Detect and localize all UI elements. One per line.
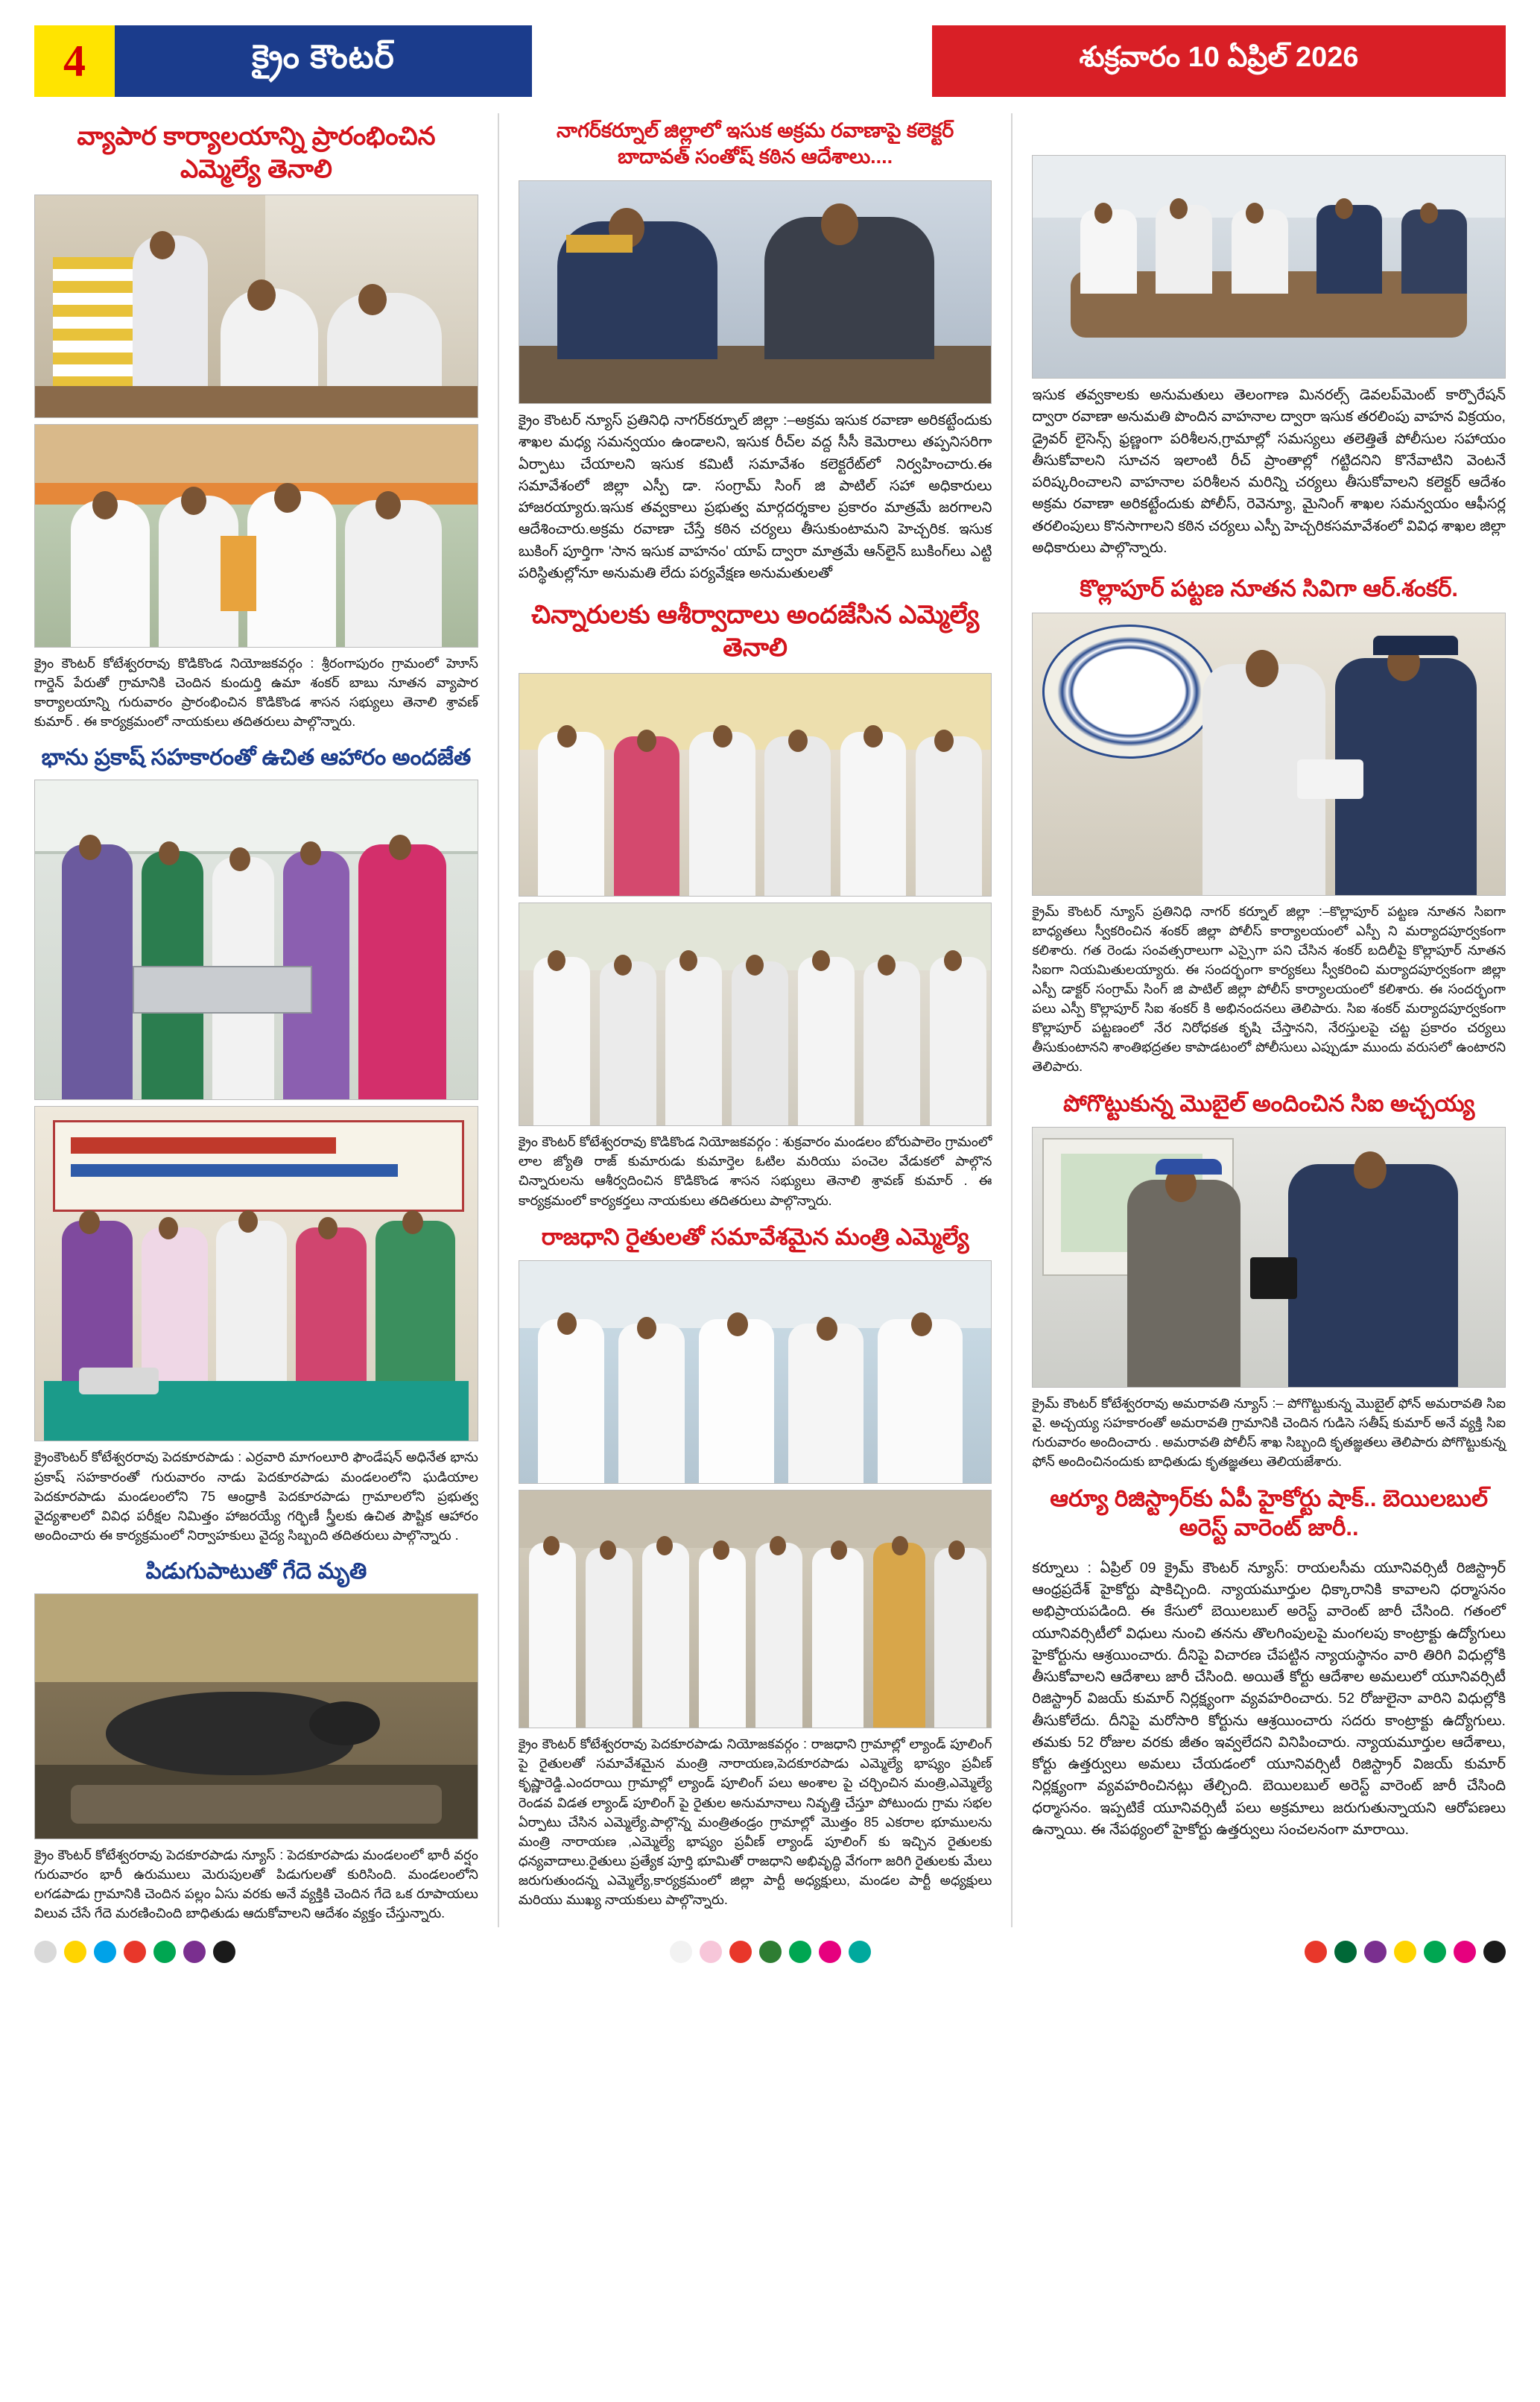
story4-body: కర్నూలు : ఏప్రిల్ 09 క్రైమ్ కౌంటర్ న్యూస్: రాయలసీమ యూనివర్సిటీ రిజిస్ట్రార్ ఆంధ్రప్రదేశ్ హైకోర్టు షాకిచ్చింది. న్యాయమూర్తుల ధిక్కారానికి కావాలని ధర్మాసనం అభిప్రాయపడింది. ఈ కేసులో బెయిలబుల్ అరెస్ట్ వారెంట్ జారీ చేసింది. గతంలో యూనివర్సిటీలో విధులు నుంచి తనను తొలగింపులపై మంగలపు కాంట్రాక్టు ఉద్యోగులు హైకోర్టును ఆశ్రయించారు. దీనిపై విచారణ చేపట్టిన న్యాయస్థానం వారి తిరిగి విధుల్లోకి తీసుకోవాలని ఆదేశాలు జారీ చేసింది. అయితే కోర్టు ఆదేశాల అమలులో యూనివర్సిటీ రిజిస్ట్రార్ విజయ్ కుమార్ నిర్లక్ష్యంగా వ్యవహరించారు. 52 రోజులైనా వారిని విధుల్లోకి తీసుకోలేదు. దీనిపై మరోసారి కోర్టును ఆశ్రయించారు సదరు కాంట్రాక్టు ఉద్యోగులు. తమకు 52 రోజుల వరకు జీతం ఇవ్వలేదని వినిపించారు. న్యాయమూర్తుల ఆదేశాలు, కోర్టు ఉత్తర్వులు అమలు చేయడంలో యూనివర్సిటీ రిజిస్ట్రార్ విజయ్ కుమార్ నిర్లక్ష్యంగా వ్యవహరించినట్లు తేల్చింది. బెయిలబుల్ అరెస్ట్ వారెంట్ జారీ చేసింది ధర్మాసనం. ఇప్పటికే యూనివర్సిటీ పలు అక్రమాలు జరుగుతున్నాయని ఆరోపణలు ఉన్నాయి. ఈ నేపథ్యంలో హైకోర్టు ఉత్తర్వులు సంచలనంగా మారాయి. xyxy=(1032,1559,1506,1838)
masthead xyxy=(34,25,1506,97)
photo-content xyxy=(519,903,992,1125)
photo-ribbon-cutting xyxy=(34,424,478,648)
print-color-bar xyxy=(34,1941,1506,1963)
column-left xyxy=(34,113,478,1927)
color-swatch xyxy=(1364,1941,1387,1963)
sand-story-body: క్రైం కౌంటర్ న్యూస్ ప్రతినిధి నాగర్‌కర్నూల్ జిల్లా :–అక్రమ ఇసుక రవాణా అరికట్టేందుకు శాఖల మధ్య సమన్వయం ఉండాలని, ఇసుక రీచ్‌ల వద్ద సీసీ కెమెరాలు తప్పనిసరిగా ఏర్పాటు చేయాలని ఇసుక కమిటీ సమావేశం కలెక్టరేట్‌లో నిర్వహించారు.ఈ సమావేశంలో జిల్లా ఎస్పీ డా. సంగ్రామ్ సింగ్ జి పాటిల్ సహా అధికారులు హాజరయ్యారు.ఇసుక తవ్వకాలు ప్రభుత్వ మార్గదర్శకాల ప్రకారం మాత్రమే జరగాలని ఆదేశించారు.అక్రమ రవాణా చేస్తే కఠిన చర్యలు తీసుకుంటామని హెచ్చరిక. ఇసుక బుకింగ్ పూర్తిగా 'సాన ఇసుక వాహనం' యాప్ ద్వారా మాత్రమే ఆన్‌లైన్ బుకింగ్‌లు ఎట్టి పరిస్థితుల్లోనూ అనుమతి లేదు పర్యవేక్షణ అనుమతులతో xyxy=(518,412,992,581)
color-swatch xyxy=(849,1941,871,1963)
photo-content xyxy=(519,181,992,403)
photo-content xyxy=(35,1107,478,1441)
newspaper-page xyxy=(0,25,1540,2402)
story1-headline: వ్యాపార కార్యాలయాన్ని ప్రారంభించిన ఎమ్మెల్యే తెనాలి xyxy=(77,122,436,183)
photo-food-distribution-banner xyxy=(34,1106,478,1441)
story1-caption: క్రైం కౌంటర్ కోటేశ్వరరావు కొడికొండ నియోజకవర్గం : శ్రీరంగాపురం గ్రామంలో హెూస్ గార్డెన్ పేరుతో గ్రామానికి చెందిన కుందుర్తి ఉమా శంకర్ బాబు నూతన వ్యాపార కార్యాలయాన్ని గురువారం ప్రారంభించిన కొడికొండ శాసన సభ్యులు తెనాలి శ్రావణ్ కుమార్ . ఈ కార్యక్రమంలో నాయకులు తదితరులు పాల్గొన్నారు. xyxy=(34,656,478,730)
story3-caption: క్రైం కౌంటర్ కోటేశ్వరరావు పెదకూరపాడు న్యూస్ : పెదకూరపాడు మండలంలో భారీ వర్షం గురువారం భారీ ఉరుములు మెరుపులతో పిడుగులతో కురిసింది. మండలంలోని లగడపాడు గ్రామానికి చెందిన పల్లం ఏసు వరకు అనే వ్యక్తికి చెందిన గేదె ఒక రూపాయలు విలువ చేసే గేదె మరణించింది బాధితుడు ఆదుకోవాలని ఆదేశం వ్యక్తం చేస్తున్నారు. xyxy=(34,1847,478,1921)
color-group-1 xyxy=(34,1941,235,1963)
sand-meeting-photo-row xyxy=(519,180,992,404)
color-group-3 xyxy=(1305,1941,1506,1963)
color-swatch xyxy=(1483,1941,1506,1963)
photo-office-inauguration-indoor xyxy=(34,195,478,418)
color-swatch xyxy=(34,1941,57,1963)
story3-headline: పిడుగుపాటుతో గేదె మృతి xyxy=(145,1558,367,1584)
color-swatch xyxy=(1394,1941,1416,1963)
photo-content xyxy=(1033,156,1505,378)
story3-caption: క్రైం కౌంటర్ కోటేశ్వరరావు పెదకూరపాడు నియోజకవర్గం : రాజధాని గ్రామాల్లో ల్యాండ్ పూలింగ్ పై రైతులతో సమావేశమైన మంత్రి నారాయణ,పెదకూరపాడు ఎమ్మెల్యే భాష్యం ప్రవీణ్ కృష్ణారెడ్డి.ఎందరాయి గ్రామాల్లో ల్యాండ్ పూలింగ్ పలు అంశాల పై చర్చించిన మంత్రి,ఎమ్మెల్యే రెండవ విడత ల్యాండ్ పూలింగ్ పై రైతుల అనుమానాలు నివృత్తి చేస్తూ పోటుందు గ్రామ సభల ఏర్పాటు చేసిన ఎమ్మెల్యే.పాల్గొన్న మంత్రితండ్రం గ్రామాల్లో మొత్తం 85 ఎకరాల భూములను మంత్రి నారాయణ ,ఎమ్మెల్యే భాష్యం ప్రవీణ్ ల్యాండ్ పూలింగ్ కు ఇచ్చిన రైతులకు ధన్యవాదాలు.రైతులు ప్రత్యేక పూర్తి భూమితో రాజధాని అభివృద్ధి వేగంగా జరిగి రైతులకు మేలు జరుగుతుందన్న ఎమ్మెల్యే,కార్యక్రమంలో జిల్లా పార్టీ అధ్యక్షులు, మండల పార్టీ అధ్యక్షులు మరియు ముఖ్య నాయకులు పాల్గొన్నారు. xyxy=(518,1736,992,1908)
photo-blessing-ceremony-1 xyxy=(519,673,992,897)
story2-headline: చిన్నారులకు ఆశీర్వాదాలు అందజేసిన ఎమ్మెల్యే తెనాలి xyxy=(531,601,980,662)
photo-content xyxy=(35,1594,478,1839)
photo-content xyxy=(35,195,478,417)
color-swatch xyxy=(759,1941,782,1963)
photo-mobile-handover xyxy=(1032,1127,1506,1388)
story3-headline: రాజధాని రైతులతో సమావేశమైన మంత్రి ఎమ్మెల్యే xyxy=(541,1223,969,1250)
masthead-spacer xyxy=(532,25,932,97)
color-swatch xyxy=(124,1941,146,1963)
photo-content xyxy=(1033,613,1505,895)
color-swatch xyxy=(819,1941,841,1963)
color-swatch xyxy=(183,1941,206,1963)
column-divider-2 xyxy=(1011,113,1013,1927)
color-swatch xyxy=(1424,1941,1446,1963)
masthead-date-box xyxy=(932,25,1506,97)
page-content xyxy=(34,113,1506,1927)
photo-police-officer-felicitation xyxy=(1032,613,1506,896)
color-swatch xyxy=(1334,1941,1357,1963)
color-swatch xyxy=(670,1941,692,1963)
color-swatch xyxy=(789,1941,811,1963)
photo-dead-buffalo xyxy=(34,1593,478,1839)
photo-officials-desk xyxy=(519,180,992,404)
color-swatch xyxy=(153,1941,176,1963)
story2-headline: భాను ప్రకాష్ సహకారంతో ఉచిత ఆహారం అందజేత xyxy=(41,745,472,771)
photo-content xyxy=(35,780,478,1099)
photo-content xyxy=(519,1491,992,1728)
photo-content xyxy=(35,425,478,647)
photo-content xyxy=(1033,1128,1505,1387)
story2-caption: క్రైమ్ కౌంటర్ న్యూస్ ప్రతినిధి నాగర్ కర్నూల్ జిల్లా :–కొల్లాపూర్ పట్టణ నూతన సిఐగా బాధ్యతలు స్వీకరించిన శంకర్ జిల్లా పోలీస్ కార్యాలయంలో ఎస్పీ ని మర్యాదపూర్వకంగా కలిశారు. గత రెండు సంవత్సరాలుగా ఎస్సైగా పని చేసిన శంకర్ బదిలీపై కొల్లాపూర్ నూతన సిఐగా నియమితులయ్యారు. ఈ సందర్భంగా కార్యకలు స్వీకరించి మర్యాదపూర్వకంగా జిల్లా ఎస్పీ డాక్టర్ సంగ్రామ్ సింగ్ జి పాటిల్ జిల్లా పోలీస్ కార్యాలయంలో కలిశారు. ఈ సందర్భంగా పలు ఎస్పీ కొల్లాపూర్ సిఐ శంకర్ కి అభినందనలు తెలిపారు. సిఐ శంకర్ మర్యాదపూర్వకంగా కొల్లాపూర్ పట్టణంలో నేర నిరోధకత కృషి చేస్తానని, నేరస్తులపై చట్ట ప్రకారం చర్యలు తీసుకుంటానని శాంతిభద్రతల కాపాడటంలో పోలీసులు ఎప్పుడూ ముందు వరుసలో ఉంటారని తెలిపారు. xyxy=(1032,903,1506,1075)
story2-caption: క్రైంకౌంటర్ కోటేశ్వరరావు పెదకూరపాడు : ఎర్రవారి మాగంలూరి ఫౌండేషన్ అధినేత భాను ప్రకాష్ సహకారంతో గురువారం నాడు పెదకూరపాడు మండలంలోని ఘడియాల పెదకూరపాడు మండలంలోని 75 ఆంధ్రాకి పెదకూరపాడు గ్రామాలలోని ప్రభుత్వ వైద్యశాలలో వివిధ పరీక్షల నిమిత్తం హాజరయ్యే గర్భిణీ స్త్రీలకు ఉచిత పౌష్టిక ఆహారం అందించారు ఈ కార్యక్రమంలో నిర్వాహకులు వైద్య సిబ్బంది తదితరులు పాల్గొన్నారు . xyxy=(34,1450,478,1543)
color-swatch xyxy=(64,1941,86,1963)
photo-blessing-ceremony-2 xyxy=(519,903,992,1126)
photo-collector-meeting-room xyxy=(1032,155,1506,379)
photo-content xyxy=(519,674,992,896)
page-number: 4 xyxy=(63,36,86,86)
masthead-title: క్రైం కౌంటర్ xyxy=(252,38,395,75)
story4-headline: ఆర్యూ రిజిస్ట్రార్‌కు ఏపీ హైకోర్టు షాక్.. బెయిలబుల్ అరెస్ట్ వారెంట్ జారీ.. xyxy=(1050,1485,1489,1541)
color-swatch xyxy=(729,1941,752,1963)
masthead-date: శుక్రవారం 10 ఏప్రిల్ 2026 xyxy=(1079,42,1359,73)
sand-transport-kicker: నాగర్‌కర్నూల్ జిల్లాలో ఇసుక అక్రమ రవాణాపై కలెక్టర్ బాదావత్ సంతోష్ కఠిన ఆదేశాలు.... xyxy=(557,119,954,168)
color-group-2 xyxy=(670,1941,871,1963)
story3-headline: పోగొట్టుకున్న మొబైల్ అందించిన సిఐ అచ్చయ్య xyxy=(1063,1090,1475,1116)
color-swatch xyxy=(1305,1941,1327,1963)
page-number-box xyxy=(34,25,115,97)
masthead-title-box xyxy=(115,25,532,97)
sand-story-continued: ఇసుక తవ్వకాలకు అనుమతులు తెలంగాణ మినరల్స్ డెవలప్‌మెంట్ కార్పొరేషన్ ద్వారా రవాణా అనుమతి పొందిన వాహనాల ద్వారా ఇసుక తరలింపు వాహన విక్రయం, డ్రైవర్ లైసెన్స్ ఫ్రణ్ణంగా పరిశీలన,గ్రామాల్లో సమస్యలు తలెత్తితే పోలీసుల సహాయం తీసుకోవాలని సూచన ఇలాంటి రీచ్ ప్రాంతాల్లో గట్టిదనిని కొనేవాటిని వెంటనే పరిష్కరించాలని వాహనాల పరిశీలన మరిన్ని చర్యలు తీసుకోవాలని కలెక్టర్ ఆదేశం అక్రమ రవాణా అరికట్టేందుకు పోలీస్, రెవెన్యూ, మైనింగ్ శాఖల సమన్వయం ఆఫీసర్ల తరలింపులు కొనసాగాలని కఠిన చర్యలు ఎస్పీ హెచ్చరికసమావేశంలో వివిధ శాఖల జిల్లా అధికారులు పాల్గొన్నారు. xyxy=(1032,387,1506,556)
story3-caption: క్రైమ్ కౌంటర్ కోటేశ్వరరావు అమరావతి న్యూస్ :– పోగొట్టుకున్న మొబైల్ ఫోన్ అమరావతి సిఐ వై. అచ్చయ్య సహకారంతో అమరావతి గ్రామానికి చెందిన గుడిసె సతీష్ కుమార్ అనే వ్యక్తి సిఐ గురువారం అందించారు . అమరావతి పోలీస్ శాఖ సిబ్బంది కృతజ్ఞతలు తెలిపారు పోగొట్టుకున్న ఫోన్ అందించినందుకు బాధితుడు కృతజ్ఞతలు తెలియజేశారు. xyxy=(1032,1396,1506,1470)
photo-minister-farmers-meeting xyxy=(519,1260,992,1484)
color-swatch xyxy=(700,1941,722,1963)
column-right xyxy=(1032,113,1506,1927)
color-swatch xyxy=(213,1941,235,1963)
color-swatch xyxy=(94,1941,116,1963)
story2-caption: క్రైం కౌంటర్ కోటేశ్వరరావు కొడికొండ నియోజకవర్గం : శుక్రవారం మండలం బోరుపాలెం గ్రామంలో లాల జ్యోతి రాజ్ కుమారుడు కుమార్తెల ఓటిల మరియు పంచెల వేడుకలో పాల్గొన చిన్నారులను ఆశీర్వదించిన కొడికొండ శాసన సభ్యులు తెనాలి శ్రావణ్ కుమార్ . ఈ కార్యక్రమంలో కార్యకర్తలు నాయకులు తదితరులు పాల్గొన్నారు. xyxy=(518,1134,992,1208)
color-swatch xyxy=(1454,1941,1476,1963)
photo-group-photo-temple xyxy=(519,1490,992,1728)
photo-content xyxy=(519,1261,992,1483)
photo-food-distribution-hall xyxy=(34,780,478,1100)
column-middle xyxy=(519,113,992,1927)
story2-headline: కొల్లాపూర్ పట్టణ నూతన సివిగా ఆర్.శంకర్. xyxy=(1080,575,1459,601)
column-divider-1 xyxy=(498,113,499,1927)
